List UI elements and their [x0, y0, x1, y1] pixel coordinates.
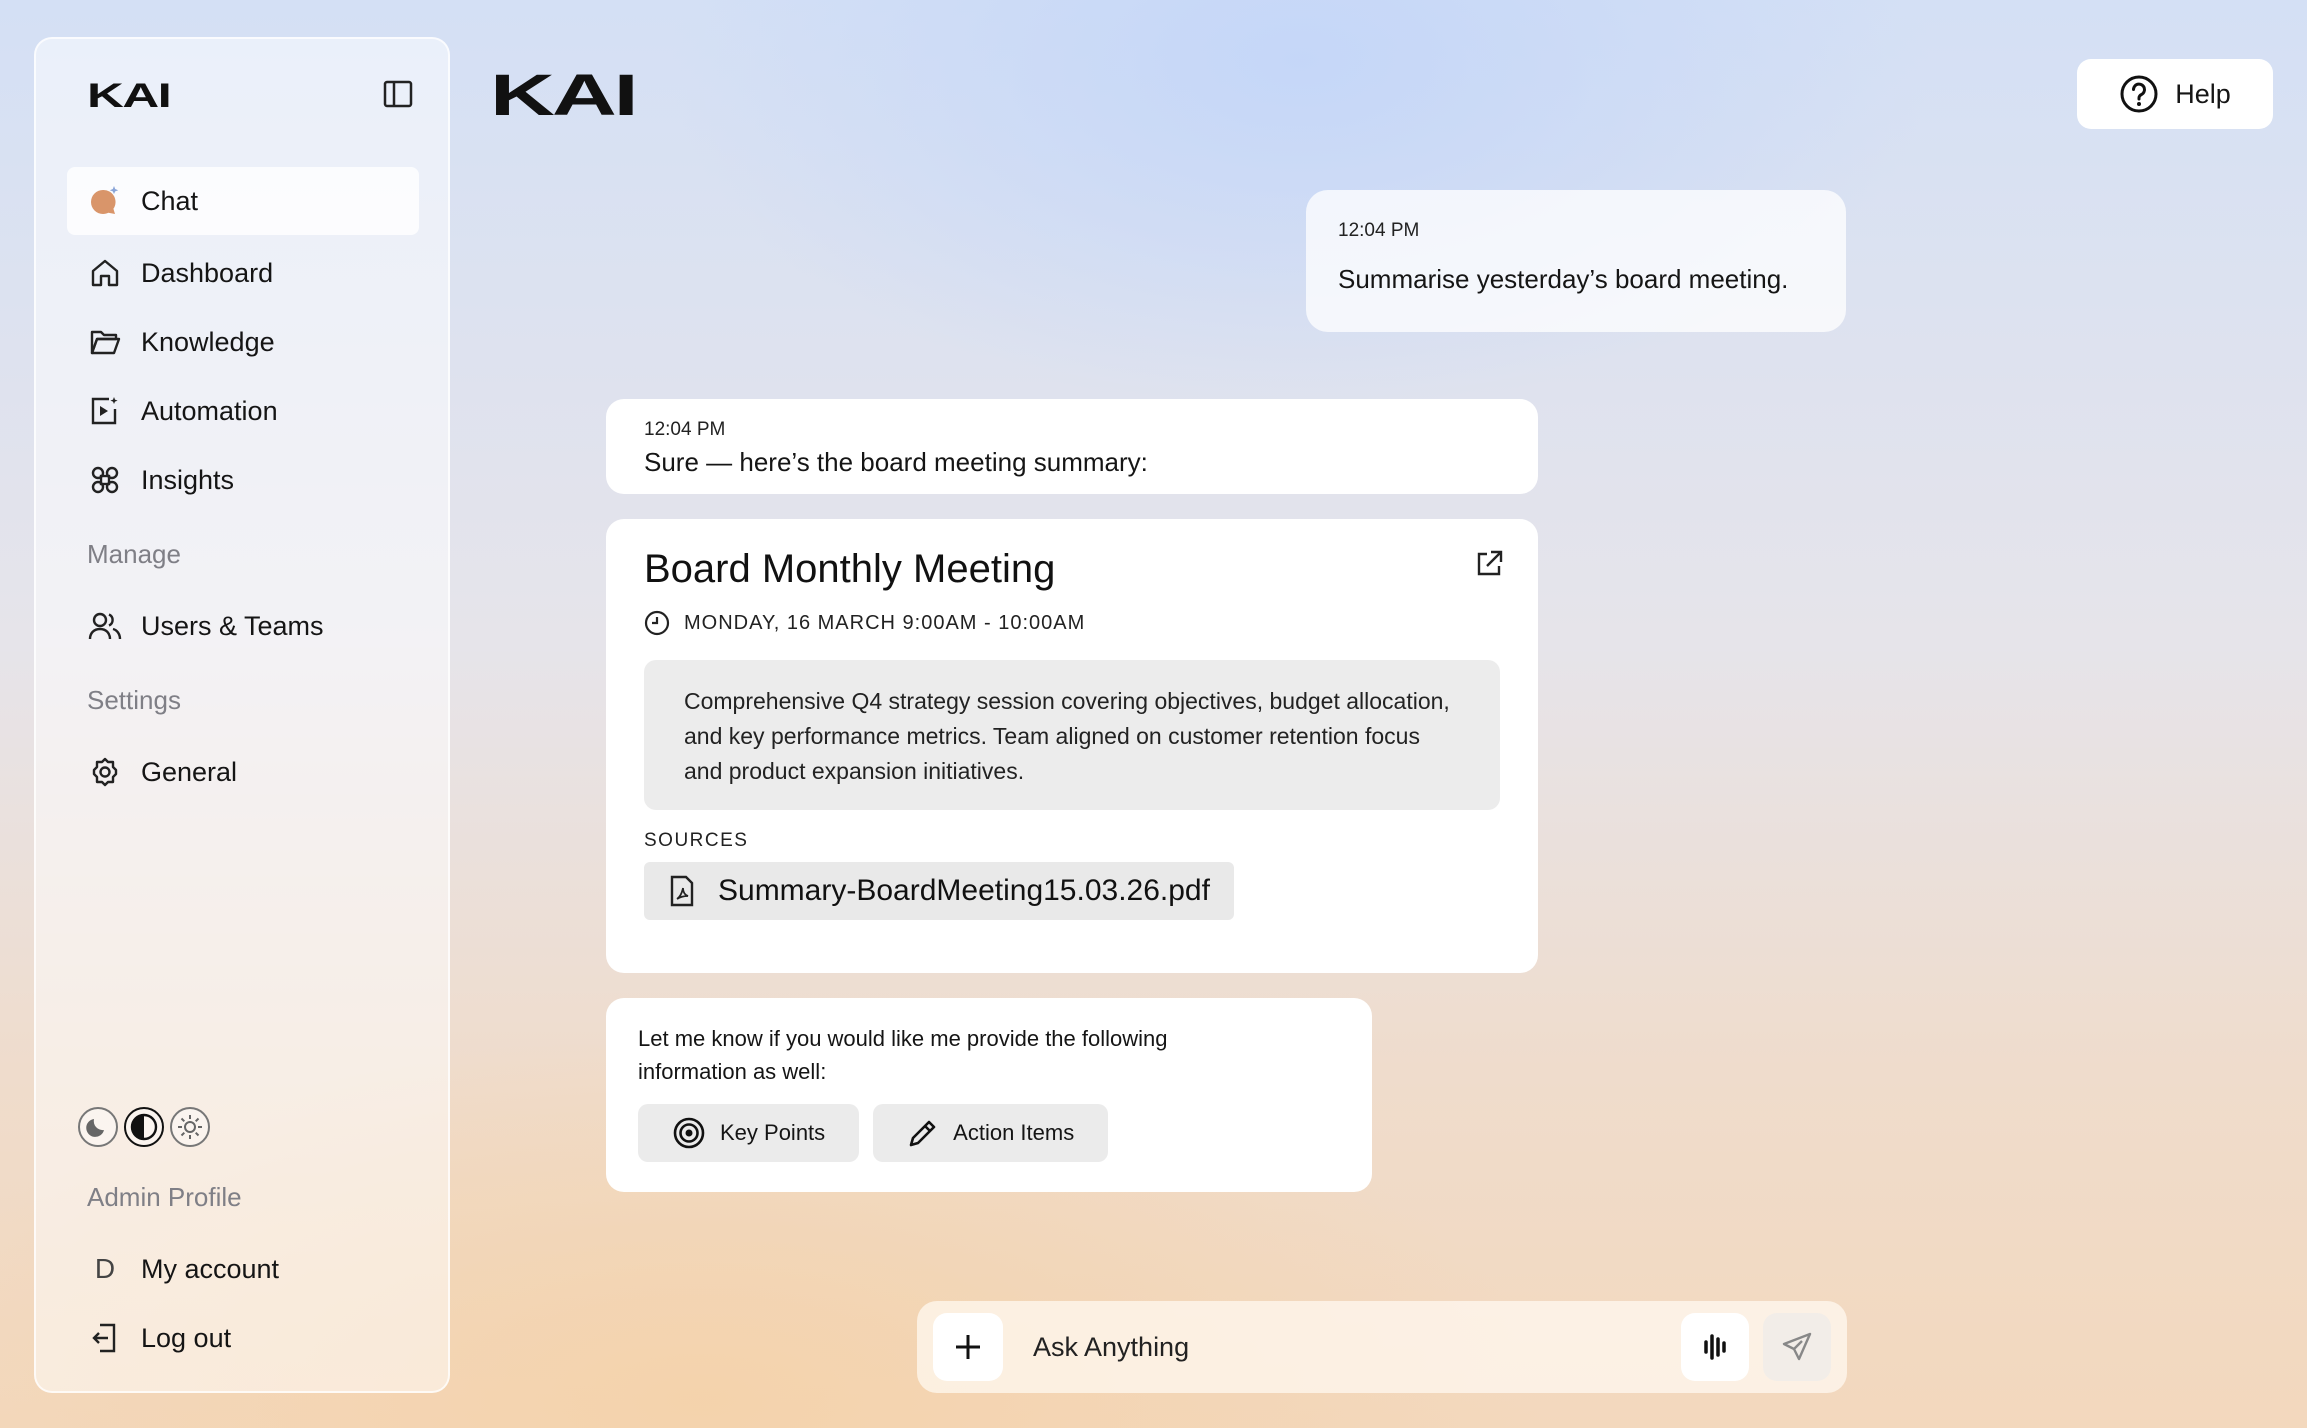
followup-options: [638, 1104, 1340, 1162]
sidebar-item-log-out[interactable]: [67, 1304, 419, 1372]
sidebar-item-dashboard[interactable]: [67, 239, 419, 307]
message-timestamp: 12:04 PM: [644, 419, 726, 440]
sidebar-item-label: General: [141, 756, 238, 787]
theme-switcher: [78, 1107, 210, 1147]
automation-icon: [87, 393, 123, 429]
theme-light-button[interactable]: [170, 1107, 210, 1147]
theme-dark-button[interactable]: [78, 1107, 118, 1147]
chat-sparkle-icon: [87, 183, 123, 219]
assistant-message-bubble: [606, 399, 1538, 494]
source-file-name: Summary-BoardMeeting15.03.26.pdf: [718, 874, 1210, 907]
theme-system-button[interactable]: [124, 1107, 164, 1147]
sidebar-item-label: Users & Teams: [141, 610, 324, 641]
contrast-icon: [129, 1112, 159, 1142]
voice-input-button[interactable]: [1681, 1313, 1749, 1381]
chip-label: Action Items: [953, 1120, 1075, 1145]
sun-icon: [176, 1113, 204, 1141]
key-points-button[interactable]: [638, 1104, 859, 1162]
gear-icon: [87, 754, 123, 790]
home-icon: [87, 255, 123, 291]
pdf-file-icon: [668, 875, 696, 907]
sidebar-item-insights[interactable]: [67, 446, 419, 514]
message-text: Summarise yesterday’s board meeting.: [1338, 264, 1789, 294]
sources-label: SOURCES: [644, 830, 749, 851]
chip-label: Key Points: [720, 1120, 826, 1145]
sidebar-toggle-button[interactable]: [378, 74, 418, 114]
sidebar: [34, 37, 450, 1393]
sidebar-item-automation[interactable]: [67, 377, 419, 445]
meeting-datetime-row: [644, 610, 1500, 636]
sidebar-panel-icon: [383, 80, 413, 108]
sidebar-item-label: Log out: [141, 1322, 232, 1353]
help-icon: [2119, 74, 2159, 114]
source-file-link[interactable]: [644, 862, 1234, 920]
message-text: Sure — here’s the board meeting summary:: [644, 447, 1148, 477]
sidebar-item-label: Insights: [141, 464, 235, 495]
followup-message-bubble: [606, 998, 1372, 1192]
section-label-manage: Manage: [87, 539, 181, 569]
clock-icon: [644, 610, 670, 636]
audio-waveform-icon: [1700, 1332, 1730, 1362]
main-logo: KAI: [490, 63, 636, 128]
send-icon: [1781, 1331, 1813, 1363]
sidebar-item-my-account[interactable]: [67, 1235, 419, 1303]
add-attachment-button[interactable]: [933, 1313, 1003, 1381]
sidebar-item-label: Dashboard: [141, 257, 274, 288]
followup-text: Let me know if you would like me provide the following information as well:: [638, 1026, 1168, 1084]
chat-input[interactable]: [1033, 1325, 1653, 1369]
sidebar-logo: KAI: [87, 77, 171, 115]
avatar: D: [94, 1253, 116, 1284]
folder-icon: [87, 324, 123, 360]
command-icon: [87, 462, 123, 498]
plus-icon: [952, 1331, 984, 1363]
users-icon: [87, 608, 123, 644]
meeting-title: Board Monthly Meeting: [644, 547, 1056, 591]
external-link-icon: [1474, 549, 1504, 579]
message-timestamp: 12:04 PM: [1338, 220, 1420, 241]
logout-icon: [87, 1320, 123, 1356]
section-label-settings: Settings: [87, 685, 181, 715]
sidebar-item-label: My account: [141, 1253, 280, 1284]
help-button[interactable]: [2077, 59, 2273, 129]
chat-composer: [917, 1301, 1847, 1393]
section-label-admin-profile: Admin Profile: [87, 1182, 242, 1212]
sidebar-item-label: Automation: [141, 395, 278, 426]
meeting-summary-text: Comprehensive Q4 strategy session covering objectives, budget allocation, and key performance metrics. Team aligned on customer retention focus and product expansion initiatives.: [644, 660, 1500, 810]
user-message-bubble: [1306, 190, 1846, 332]
sidebar-item-label: Knowledge: [141, 326, 275, 357]
target-icon: [672, 1116, 706, 1150]
sidebar-item-label: Chat: [141, 185, 199, 216]
sidebar-item-chat[interactable]: [67, 167, 419, 235]
sidebar-item-general[interactable]: [67, 738, 419, 806]
moon-icon: [85, 1114, 111, 1140]
sidebar-item-users-teams[interactable]: [67, 592, 419, 660]
help-label: Help: [2175, 78, 2231, 109]
action-items-button[interactable]: [873, 1104, 1108, 1162]
pencil-icon: [907, 1117, 939, 1149]
send-button[interactable]: [1763, 1313, 1831, 1381]
sidebar-item-knowledge[interactable]: [67, 308, 419, 376]
meeting-summary-card: [606, 519, 1538, 973]
meeting-datetime: MONDAY, 16 MARCH 9:00AM - 10:00AM: [684, 611, 1086, 634]
open-external-button[interactable]: [1474, 549, 1504, 584]
